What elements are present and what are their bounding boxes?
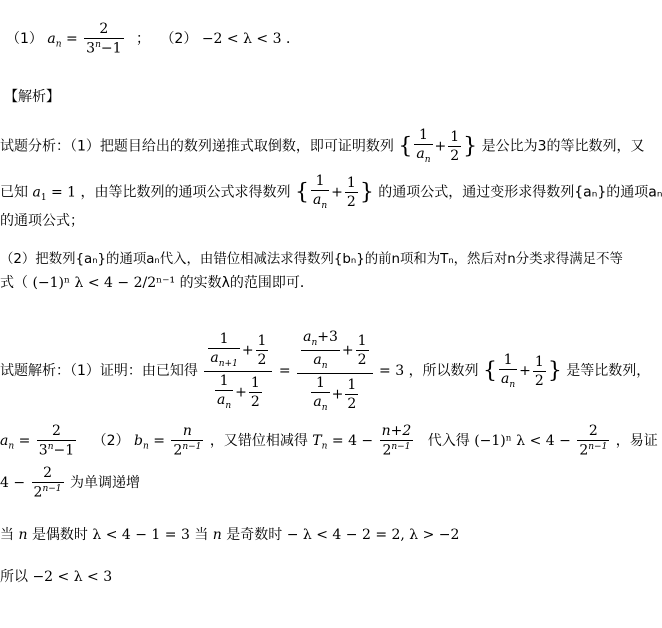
big-ratio-right: $\frac{a_n+3}{a_n}$ + $\frac{1}{2}$ $\frac{1}{a_n}$ + $\frac{1}{2}$: [297, 330, 372, 412]
solution-line-3: 4 − $\frac{2}{2^{n-1}}$ 为单调递增: [0, 465, 140, 501]
half-frac: $\frac{1}{2}$: [450, 128, 460, 164]
part2-label: （2）: [160, 30, 198, 47]
solution-line-4: 当 n 是偶数时 λ < 4 − 1 = 3 当 n 是奇数时 − λ < 4 − 2 = 2, λ > −2: [0, 527, 460, 543]
analysis-line-4: （2）把数列{aₙ}的通项aₙ代入，由错位相减法求得数列{bₙ}的前n项和为Tₙ，然后对n分类求得满足不等: [0, 252, 623, 267]
recip-frac: $\frac{1}{a_n}$: [416, 127, 431, 165]
answer-line: （1） $a_n$ = $\frac{2}{3^n-1}$ ； （2） −2 < λ < 3 ．: [6, 21, 300, 57]
analysis-line-3: 的通项公式；: [0, 213, 84, 229]
an-var: a: [47, 30, 56, 47]
answer-fraction: $\frac{2}{3^n-1}$: [86, 21, 122, 57]
part1-label: （1）: [6, 30, 43, 47]
solution-line-1: 试题解析：（1）证明：由已知得 $\frac{1}{a_{n+1}}$ + $\frac{1}{2}$ $\frac{1}{a_n}$ + $\frac{1}{2}$ = $\frac{a_n+3}{a_n}$ + $\frac{1}{2}$ $\frac{1}{a_n}$ + $\frac{1}{2}$ = 3 ，所以数列 { $\frac{1}{a_n}$ + $\frac{1}{2}$ } 是等比数列，: [0, 329, 651, 413]
analysis-line-5: 式（ (−1)ⁿ λ < 4 − 2/2ⁿ⁻¹ 的实数λ的范围即可．: [0, 275, 314, 291]
answer-part2-formula: −2 < λ < 3: [201, 30, 282, 47]
jiexi-heading: 【解析】: [4, 89, 60, 105]
analysis-line-1: 试题分析：（1）把题目给出的数列递推式取倒数，即可证明数列 { $\frac{1}{a_n}$ + $\frac{1}{2}$ } 是公比为3的等比数列，又: [0, 127, 645, 165]
inequality-formula: (−1)ⁿ λ < 4 − 2/2ⁿ⁻¹: [32, 275, 176, 291]
analysis-line-2: 已知 $a_1 = 1$ ，由等比数列的通项公式求得数列 { $\frac{1}{a_n}$ + $\frac{1}{2}$ } 的通项公式，通过变形求得数列{aₙ}的通项aₙ: [0, 173, 662, 211]
big-ratio-left: $\frac{1}{a_{n+1}}$ + $\frac{1}{2}$ $\frac{1}{a_n}$ + $\frac{1}{2}$: [204, 332, 272, 411]
solution-line-5: 所以 −2 < λ < 3: [0, 569, 113, 585]
solution-line-2: $a_n$ = $\frac{2}{3^n-1}$ （2） $b_n$ = $\frac{n}{2^{n-1}}$ ，又错位相减得 $T_n = 4$ − $\frac{n+2}{2^{n-1}}$ 代入得 (−1)ⁿ λ < 4 − $\frac{2}{2^{n-1}}$ ，易证: [0, 423, 658, 459]
